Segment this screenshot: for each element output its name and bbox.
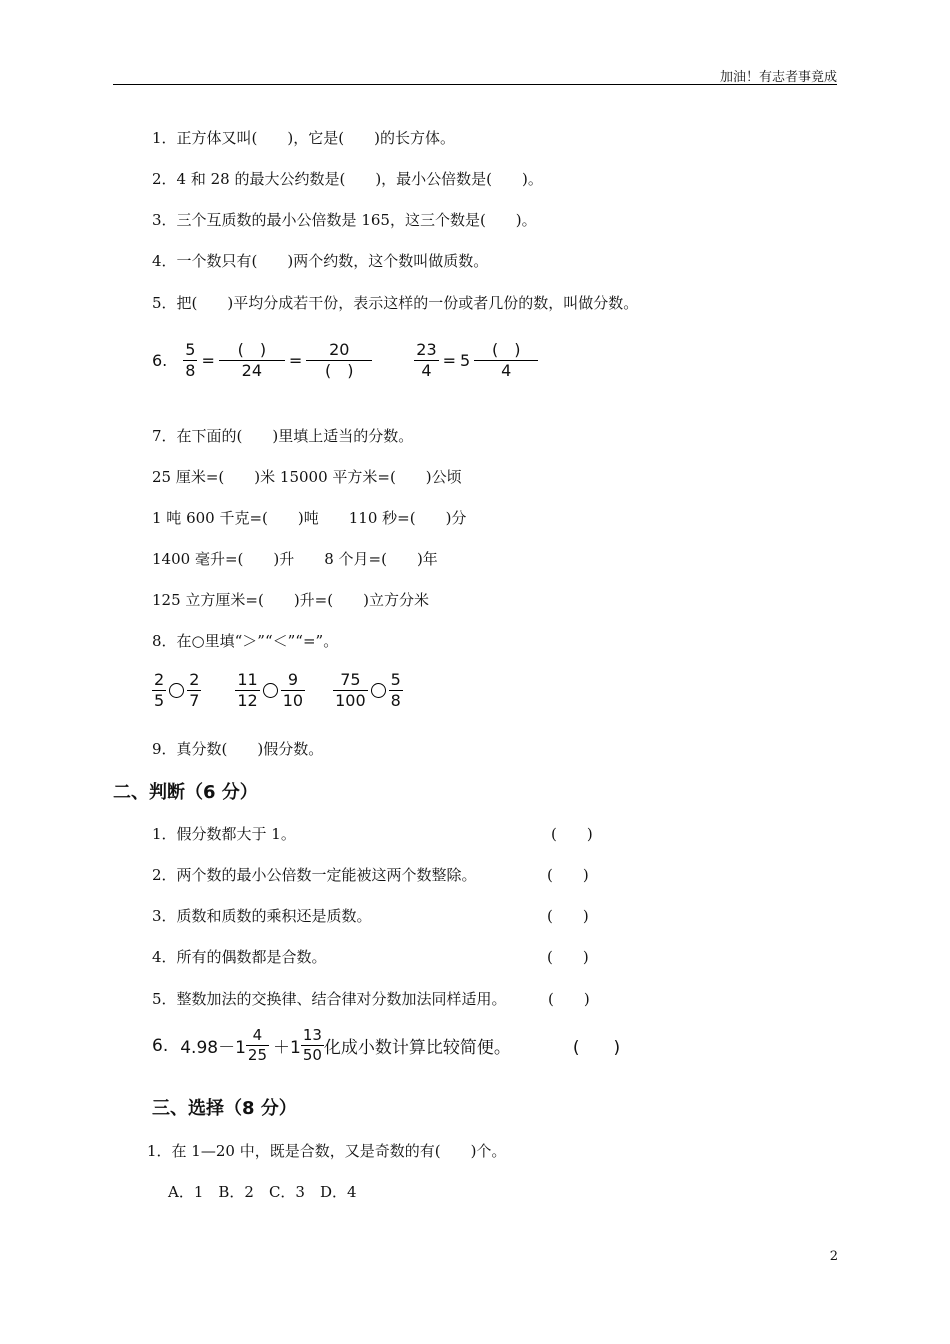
fill-q6-label: 6. xyxy=(152,351,168,370)
compare-circle[interactable] xyxy=(169,683,184,698)
fill-q2: 2．4 和 28 的最大公约数是( )，最小公倍数是( )。 xyxy=(152,170,543,188)
section-choice-title: 三、选择（8 分） xyxy=(152,1098,297,1119)
fill-q7: 7．在下面的( )里填上适当的分数。 xyxy=(152,427,414,445)
choice-q1-options[interactable]: A．1 B．2 C．3 D．4 xyxy=(168,1183,357,1201)
header-motto: 加油！有志者事竟成 xyxy=(719,70,837,85)
fraction: $\frac{5}{8}$ xyxy=(390,670,401,710)
fill-q7-line-a: 25 厘米=( )米 15000 平方米=( )公顷 xyxy=(152,468,462,486)
judge-answer-paren[interactable]: ( ) xyxy=(572,1038,621,1058)
judge-item-4: 4．所有的偶数都是合数。 xyxy=(152,948,327,966)
judge-item-6 xyxy=(152,1028,620,1063)
fill-q7-line-d: 125 立方厘米=( )升=( )立方分米 xyxy=(152,591,429,609)
fraction: $\frac{9}{10}$ xyxy=(282,670,304,710)
fraction-blank: $\frac{( )}{4}$ xyxy=(474,342,538,379)
choice-q1: 1．在 1—20 中，既是合数，又是奇数的有( )个。 xyxy=(147,1142,507,1160)
page-number: 2 xyxy=(829,1249,838,1264)
judge-answer-paren[interactable]: ( ) xyxy=(551,825,593,843)
fraction: $\frac{2}{5}$ xyxy=(154,670,165,710)
equals-sign: = xyxy=(442,351,457,370)
compare-circle[interactable] xyxy=(371,683,386,698)
judge-answer-paren[interactable]: ( ) xyxy=(547,907,589,925)
fill-q5: 5．把( )平均分成若干份，表示这样的一份或者几份的数，叫做分数。 xyxy=(152,294,639,312)
fraction: $\frac{2}{7}$ xyxy=(189,670,200,710)
fill-q8-comparisons xyxy=(152,672,403,709)
judge-answer-paren[interactable]: ( ) xyxy=(547,866,589,884)
fill-q1: 1．正方体又叫( )，它是( )的长方体。 xyxy=(152,129,455,147)
fill-q7-line-b: 1 吨 600 千克=( )吨 110 秒=( )分 xyxy=(152,509,467,527)
judge-item-2: 2．两个数的最小公倍数一定能被这两个数整除。 xyxy=(152,866,477,884)
judge-q6-label: 6. xyxy=(152,1035,169,1056)
fill-q9: 9．真分数( )假分数。 xyxy=(152,740,324,758)
judge-item-5: 5．整数加法的交换律、结合律对分数加法同样适用。 xyxy=(152,990,507,1008)
section-judge-title: 二、判断（6 分） xyxy=(113,782,258,803)
header-rule xyxy=(113,84,837,85)
fill-q3: 3．三个互质数的最小公倍数是 165，这三个数是( )。 xyxy=(152,211,537,229)
fraction-blank: $\frac{20}{( )}$ xyxy=(306,342,372,379)
fill-q7-line-c: 1400 毫升=( )升 8 个月=( )年 xyxy=(152,550,438,568)
fraction: $\frac{23}{4}$ xyxy=(416,340,437,380)
judge-item-1: 1．假分数都大于 1。 xyxy=(152,825,296,843)
fill-q6-equation xyxy=(152,342,538,379)
fill-q4: 4．一个数只有( )两个约数，这个数叫做质数。 xyxy=(152,252,489,270)
fraction: $\frac{5}{8}$ xyxy=(185,340,196,380)
equals-sign: = xyxy=(201,351,215,370)
judge-q6-text: 化成小数计算比较简便。 xyxy=(323,1038,511,1058)
fraction: $\frac{75}{100}$ xyxy=(335,670,366,710)
judge-item-3: 3．质数和质数的乘积还是质数。 xyxy=(152,907,372,925)
judge-q6-expr: 4.98－1 xyxy=(180,1038,246,1058)
fraction: $\frac{11}{12}$ xyxy=(237,670,258,710)
fraction-blank: $\frac{( )}{24}$ xyxy=(219,342,285,379)
fraction: $\frac{4}{25}$ xyxy=(247,1026,267,1064)
equals-sign: = xyxy=(288,351,303,370)
whole-number: 5 xyxy=(460,351,471,370)
judge-q6-plus: ＋1 xyxy=(273,1038,301,1058)
compare-circle[interactable] xyxy=(263,683,278,698)
judge-answer-paren[interactable]: ( ) xyxy=(547,948,589,966)
fill-q8: 8．在○里填“＞”“＜”“=”。 xyxy=(152,632,339,650)
fraction: $\frac{13}{50}$ xyxy=(302,1026,322,1064)
judge-answer-paren[interactable]: ( ) xyxy=(548,990,590,1008)
